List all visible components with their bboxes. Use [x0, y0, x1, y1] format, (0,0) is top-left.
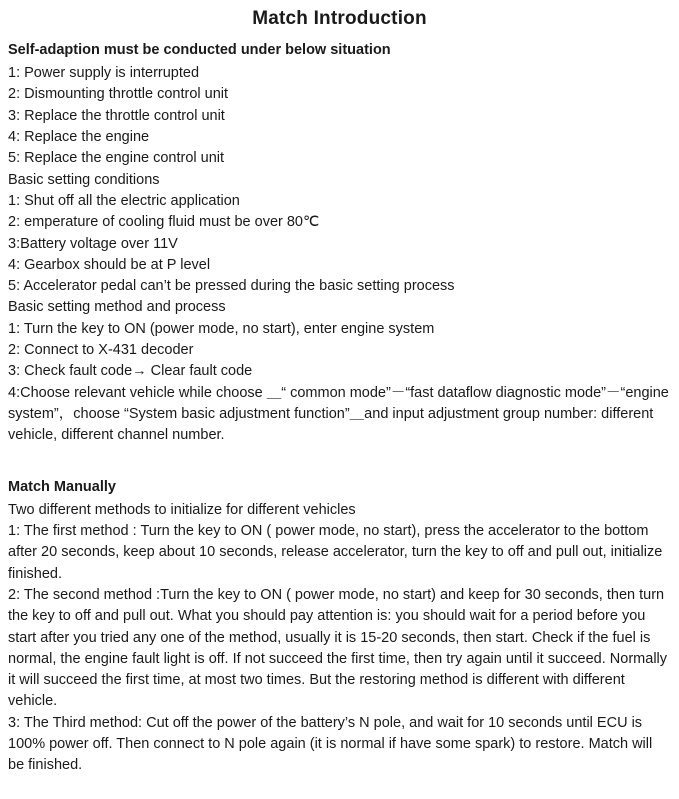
section-heading-self-adaption: Self-adaption must be conducted under below situation — [8, 42, 391, 58]
list-item: 2: Dismounting throttle control unit — [8, 86, 229, 103]
section-self-adaption — [8, 40, 671, 447]
list-item: 2: emperature of cooling fluid must be over 80℃ — [8, 214, 320, 231]
intro-line: Two different methods to initialize for different vehicles — [8, 501, 356, 518]
list-item: 5: Replace the engine control unit — [8, 150, 225, 167]
list-item: 4: Replace the engine — [8, 128, 150, 145]
list-item: 1: Turn the key to ON (power mode, no start), enter engine system — [8, 320, 435, 337]
subsection-label-basic-setting-conditions: Basic setting conditions — [8, 171, 160, 188]
paragraph: 3: The Third method: Cut off the power of the battery’s N pole, and wait for 10 seconds until ECU is 100% power off. Then connect to N pole again (it is normal if have some spark) to restore. Match will be finished. — [8, 714, 653, 774]
list-item: 3:Battery voltage over 11V — [8, 235, 178, 252]
list-item: 4: Gearbox should be at P level — [8, 256, 211, 273]
paragraph: 4:Choose relevant vehicle while choose ＿“ common mode”－“fast dataflow diagnostic mode”－“engine system”，choose “System basic adjustment function”＿and input adjustment group number: different vehicle, different channel number. — [8, 384, 669, 444]
list-item: 1: Power supply is interrupted — [8, 65, 200, 82]
paragraph: 2: The second method :Turn the key to ON ( power mode, no start) and keep for 30 seconds, then turn the key to off and pull out. What you should pay attention is: you should wait for a period before you start after you tried any one of the method, usually it is 15-20 seconds, then start. Check if the fuel is normal, the engine fault light is off. If not succeed the first time, then try again until it succeed. Normally it will succeed the first time, at most two times. But the restoring method is different with different vehicle. — [8, 586, 668, 710]
list-item: 1: Shut off all the electric application — [8, 192, 240, 209]
page-title: Match Introduction — [252, 8, 427, 29]
subsection-label-basic-setting-method: Basic setting method and process — [8, 299, 226, 316]
section-match-manually — [8, 477, 671, 777]
list-item: 2: Connect to X-431 decoder — [8, 342, 194, 359]
paragraph: 1: The first method : Turn the key to ON ( power mode, no start), press the accelerator to the bottom after 20 seconds, keep about 10 seconds, release accelerator, turn the key to off and pull out, initialize finished. — [8, 522, 663, 582]
list-item: 3: Replace the throttle control unit — [8, 107, 225, 124]
list-item: 5: Accelerator pedal can’t be pressed during the basic setting process — [8, 278, 455, 295]
section-divider-space — [8, 447, 671, 477]
section-heading-match-manually: Match Manually — [8, 478, 116, 495]
list-item: 3: Check fault code→ Clear fault code — [8, 363, 253, 380]
